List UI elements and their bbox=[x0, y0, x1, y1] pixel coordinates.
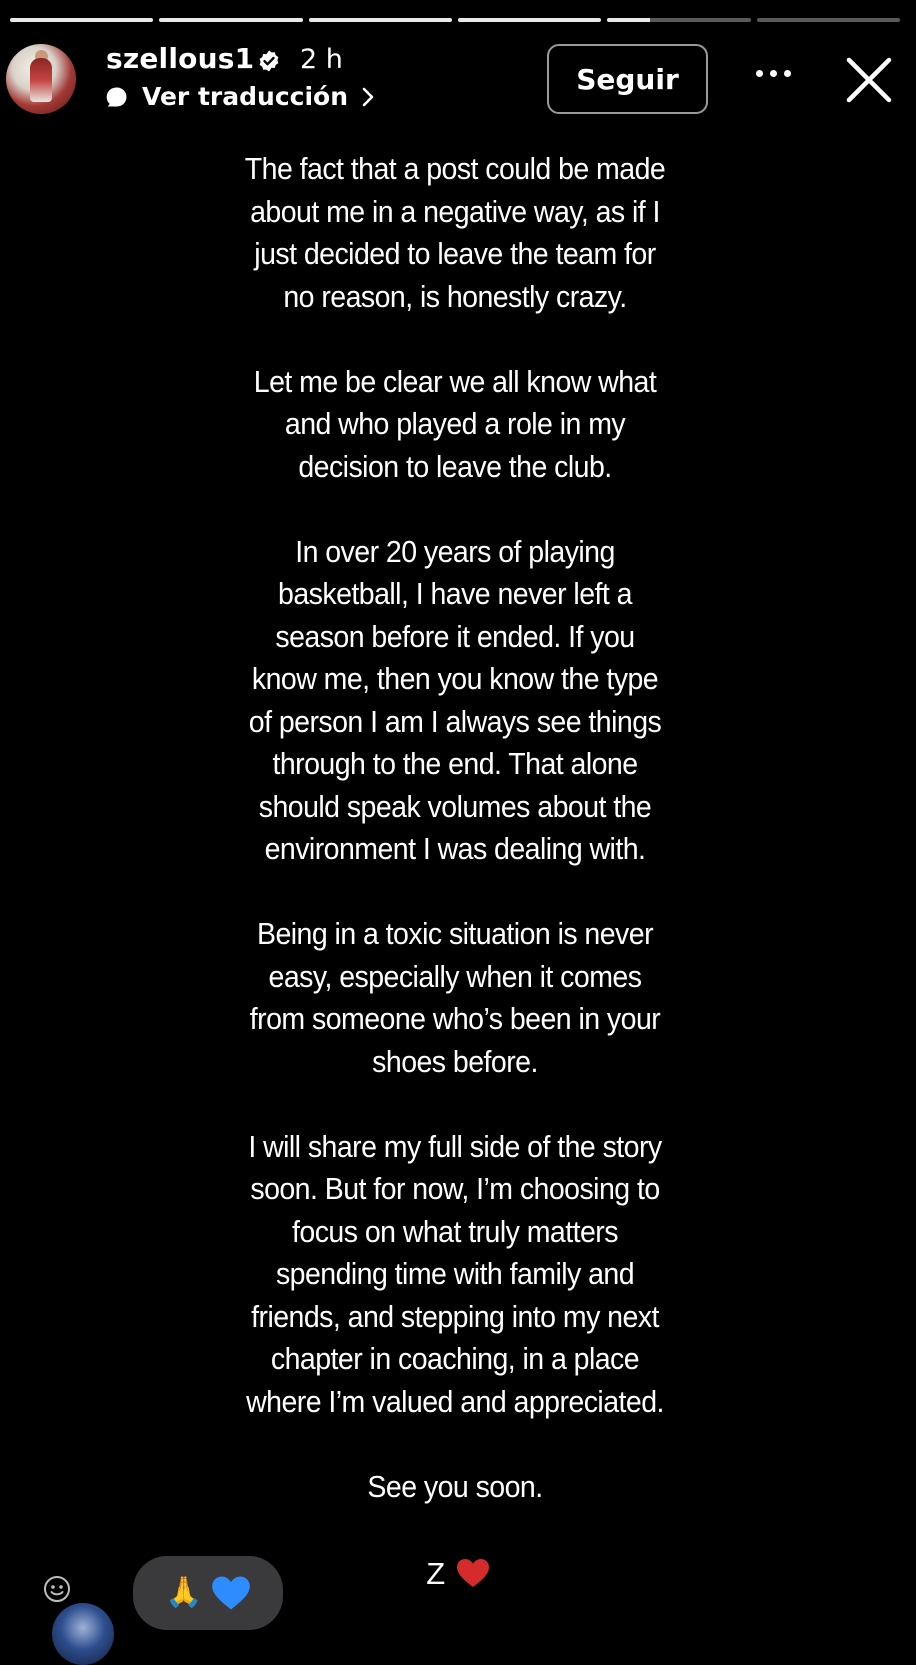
story-paragraph-3: In over 20 years of playing basketball, I have never left a season before it ended. If you know me, then you know the type of person I am I always see things through to the end. That alone should speak volumes about the environment I was dealing with. bbox=[248, 533, 662, 866]
progress-segment-fill bbox=[309, 18, 452, 22]
username[interactable]: szellous1 bbox=[106, 42, 255, 75]
post-time: 2 h bbox=[300, 44, 343, 75]
profile-avatar[interactable] bbox=[6, 44, 76, 114]
story-text-block bbox=[188, 148, 722, 1551]
verified-badge-icon bbox=[257, 49, 281, 73]
avatar-figure bbox=[30, 58, 52, 102]
progress-segment-fill bbox=[607, 18, 650, 22]
see-translation-link[interactable] bbox=[106, 82, 374, 111]
close-icon[interactable] bbox=[845, 56, 893, 104]
progress-segment bbox=[458, 18, 601, 22]
pray-emoji-icon: 🙏 bbox=[165, 1575, 203, 1610]
progress-segment bbox=[607, 18, 750, 22]
progress-segment-fill bbox=[10, 18, 153, 22]
story-paragraph-5: I will share my full side of the story soon. But for now, I’m choosing to focus on what truly matters spending time with family and friends, and stepping into my next chapter in coaching, in a place where I’m valued and appreciated. bbox=[246, 1128, 664, 1419]
reaction-bubble[interactable] bbox=[133, 1556, 283, 1630]
progress-segment bbox=[159, 18, 302, 22]
progress-segment-fill bbox=[159, 18, 302, 22]
story-paragraph-1: The fact that a post could be made about me in a negative way, as if I just decided to leave the team for no reason, is honestly crazy. bbox=[244, 151, 666, 314]
blue-heart-icon bbox=[211, 1575, 251, 1611]
story-paragraph-2: Let me be clear we all know what and who played a role in my decision to leave the club. bbox=[253, 363, 657, 484]
progress-segment-fill bbox=[458, 18, 601, 22]
story-paragraph-6: See you soon. bbox=[367, 1468, 543, 1504]
chevron-right-icon bbox=[362, 87, 374, 107]
signature-letter: Z bbox=[426, 1556, 446, 1591]
follow-button[interactable]: Seguir bbox=[547, 44, 708, 114]
see-translation-label: Ver traducción bbox=[142, 82, 348, 111]
story-paragraph-4: Being in a toxic situation is never easy, especially when it comes from someone who’s been in your shoes before. bbox=[249, 916, 661, 1079]
story-progress-bar bbox=[10, 18, 900, 22]
red-heart-icon bbox=[456, 1558, 490, 1588]
progress-segment bbox=[757, 18, 900, 22]
progress-segment bbox=[10, 18, 153, 22]
progress-segment bbox=[309, 18, 452, 22]
chat-bubble-icon bbox=[106, 86, 128, 108]
more-options-icon[interactable] bbox=[756, 70, 791, 77]
viewer-avatar[interactable] bbox=[52, 1603, 114, 1665]
smiley-icon[interactable] bbox=[42, 1574, 72, 1604]
